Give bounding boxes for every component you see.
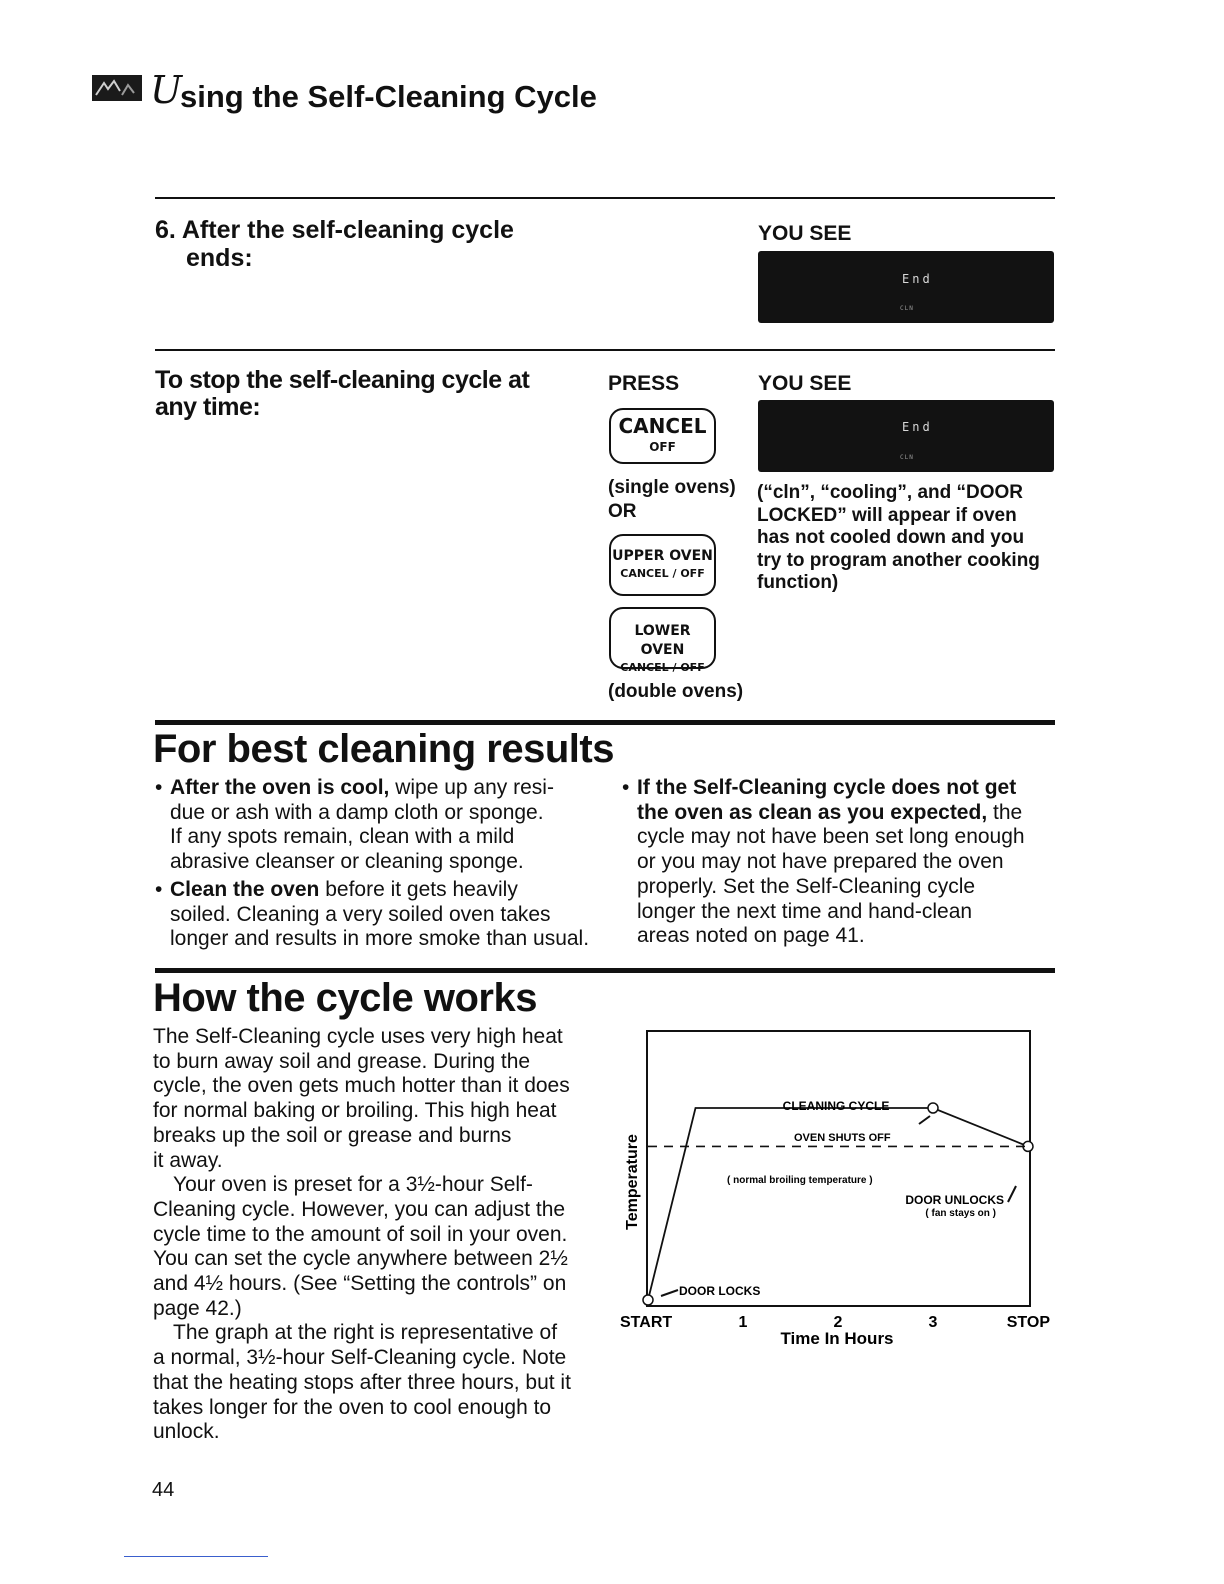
lower-oven-cancel-button[interactable] xyxy=(609,607,716,674)
divider xyxy=(155,720,1055,725)
step6-line1: 6. After the self-cleaning cycle xyxy=(155,216,514,244)
lower-oven-label: LOWER OVEN xyxy=(634,623,691,658)
how-cycle-body xyxy=(153,1025,593,1445)
note-line: try to program another cooking xyxy=(757,549,1040,571)
body-line: cycle time to the amount of soil in your oven. xyxy=(153,1222,568,1246)
list-item xyxy=(622,776,1055,949)
note-line: has not cooled down and you xyxy=(757,527,1025,549)
body-line: page 42.) xyxy=(153,1296,242,1320)
body-line: cycle, the oven gets much hotter than it does xyxy=(153,1074,570,1098)
bullet-text: longer the next time and hand-clean xyxy=(637,899,973,923)
body-line: Your oven is preset for a 3½-hour Self- xyxy=(173,1173,533,1197)
or-label: OR xyxy=(608,501,637,522)
body-line: unlock. xyxy=(153,1420,220,1444)
arrow-door-locks-icon xyxy=(661,1290,678,1296)
x-tick-label: STOP xyxy=(1006,1314,1050,1331)
upper-cancel-label: CANCEL / OFF xyxy=(620,567,705,580)
off-button-label: OFF xyxy=(649,440,676,454)
stop-heading-line2: any time: xyxy=(155,393,261,421)
bullet-text: properly. Set the Self-Cleaning cycle xyxy=(637,874,976,898)
page-number: 44 xyxy=(152,1479,175,1501)
bullet-text: longer and results in more smoke than usual. xyxy=(170,927,590,951)
you-see-label: YOU SEE xyxy=(758,222,852,245)
lower-cancel-label: CANCEL / OFF xyxy=(620,661,705,674)
title-initial: U xyxy=(150,68,183,112)
bullet-text: If any spots remain, clean with a mild xyxy=(170,825,515,849)
note-line: (“cln”, “cooling”, and “DOOR xyxy=(757,482,1023,503)
chart-frame xyxy=(647,1031,1030,1306)
cancel-button-label: CANCEL xyxy=(618,414,707,438)
body-line: Cleaning cycle. However, you can adjust the xyxy=(153,1197,566,1221)
single-ovens-label: (single ovens) xyxy=(608,477,736,498)
arrow-oven-shuts-off-icon xyxy=(919,1116,930,1124)
bullet-text: areas noted on page 41. xyxy=(637,924,865,948)
upper-oven-label: UPPER OVEN xyxy=(612,548,713,564)
display-sub: CLN xyxy=(900,454,914,461)
how-cycle-heading: How the cycle works xyxy=(153,976,537,1020)
bullet-bold: Clean the oven xyxy=(170,877,320,901)
annotation-normal-broiling: ( normal broiling temperature ) xyxy=(727,1175,873,1186)
step6-line2: ends: xyxy=(186,244,253,272)
double-ovens-label: (double ovens) xyxy=(608,681,744,702)
best-results-heading: For best cleaning results xyxy=(153,727,614,771)
arrow-door-unlocks-icon xyxy=(1008,1186,1016,1202)
divider xyxy=(155,349,1055,351)
page-title: sing the Self-Cleaning Cycle xyxy=(180,79,597,114)
body-line: The Self-Cleaning cycle uses very high heat xyxy=(153,1025,563,1048)
body-line: it away. xyxy=(153,1148,223,1172)
body-line: You can set the cycle anywhere between 2½ xyxy=(153,1247,568,1271)
body-line: takes longer for the oven to cool enough to xyxy=(153,1395,552,1419)
y-axis-label: Temperature xyxy=(624,1134,641,1230)
you-see-label: YOU SEE xyxy=(758,372,852,395)
annotation-cleaning-cycle: CLEANING CYCLE xyxy=(782,1099,890,1113)
footer-link-rule xyxy=(124,1556,268,1557)
bullet-bold: After the oven is cool, xyxy=(170,776,390,799)
bullet-text: or you may not have prepared the oven xyxy=(637,850,1004,874)
display-sub: CLN xyxy=(900,305,914,312)
upper-oven-cancel-button[interactable] xyxy=(609,534,716,596)
best-results-list-right xyxy=(622,776,1055,949)
oven-display xyxy=(758,251,1054,323)
bullet-text: the xyxy=(987,800,1023,824)
bullet-text: abrasive cleanser or cleaning sponge. xyxy=(170,850,524,874)
divider xyxy=(155,197,1055,199)
data-point-marker xyxy=(643,1295,653,1305)
bullet-text: before it gets heavily xyxy=(319,877,518,901)
divider xyxy=(155,968,1055,973)
annotation-fan-stays-on: ( fan stays on ) xyxy=(925,1208,996,1219)
body-line: to burn away soil and grease. During the xyxy=(153,1049,531,1073)
body-line: that the heating stops after three hours, but it xyxy=(153,1370,571,1394)
body-line: and 4½ hours. (See “Setting the controls” on xyxy=(153,1272,567,1296)
x-tick-label: 1 xyxy=(738,1314,748,1331)
stop-heading-line1: To stop the self-cleaning cycle at xyxy=(155,366,530,394)
x-tick-label: 3 xyxy=(928,1314,938,1331)
x-axis-label: Time In Hours xyxy=(780,1329,894,1348)
bullet-text: soiled. Cleaning a very soiled oven takes xyxy=(170,902,551,926)
cleaning-cycle-chart xyxy=(600,1020,1070,1360)
body-line: a normal, 3½-hour Self-Cleaning cycle. Note xyxy=(153,1346,567,1370)
oven-display xyxy=(758,400,1054,472)
display-note xyxy=(757,482,1057,595)
annotation-oven-shuts-off: OVEN SHUTS OFF xyxy=(794,1132,891,1144)
body-line: breaks up the soil or grease and burns xyxy=(153,1123,512,1147)
bullet-bold: the oven as clean as you expected, xyxy=(637,800,988,824)
bullet-text: due or ash with a damp cloth or sponge. xyxy=(170,800,544,824)
body-line: for normal baking or broiling. This high heat xyxy=(153,1099,557,1123)
display-code: End xyxy=(902,420,933,434)
x-tick-label: START xyxy=(620,1314,673,1331)
bullet-bold: If the Self-Cleaning cycle does not get xyxy=(637,776,1017,799)
note-line: LOCKED” will appear if oven xyxy=(757,504,1017,526)
data-point-marker xyxy=(928,1103,938,1113)
best-results-list-left xyxy=(155,776,605,952)
list-item xyxy=(155,776,605,875)
step6-heading xyxy=(155,216,514,272)
annotation-door-unlocks: DOOR UNLOCKS xyxy=(905,1193,1004,1207)
note-line: function) xyxy=(757,572,839,594)
list-item xyxy=(155,878,605,952)
press-label: PRESS xyxy=(608,372,680,395)
cancel-off-button[interactable] xyxy=(609,408,716,464)
display-code: End xyxy=(902,272,933,286)
section-logo-icon xyxy=(92,75,142,101)
x-tick-label: 2 xyxy=(833,1314,843,1331)
stop-heading xyxy=(155,367,529,421)
bullet-text: cycle may not have been set long enough xyxy=(637,825,1025,849)
body-line: The graph at the right is representative of xyxy=(173,1321,558,1345)
bullet-text: wipe up any resi- xyxy=(389,776,554,799)
annotation-door-locks: DOOR LOCKS xyxy=(679,1284,761,1298)
